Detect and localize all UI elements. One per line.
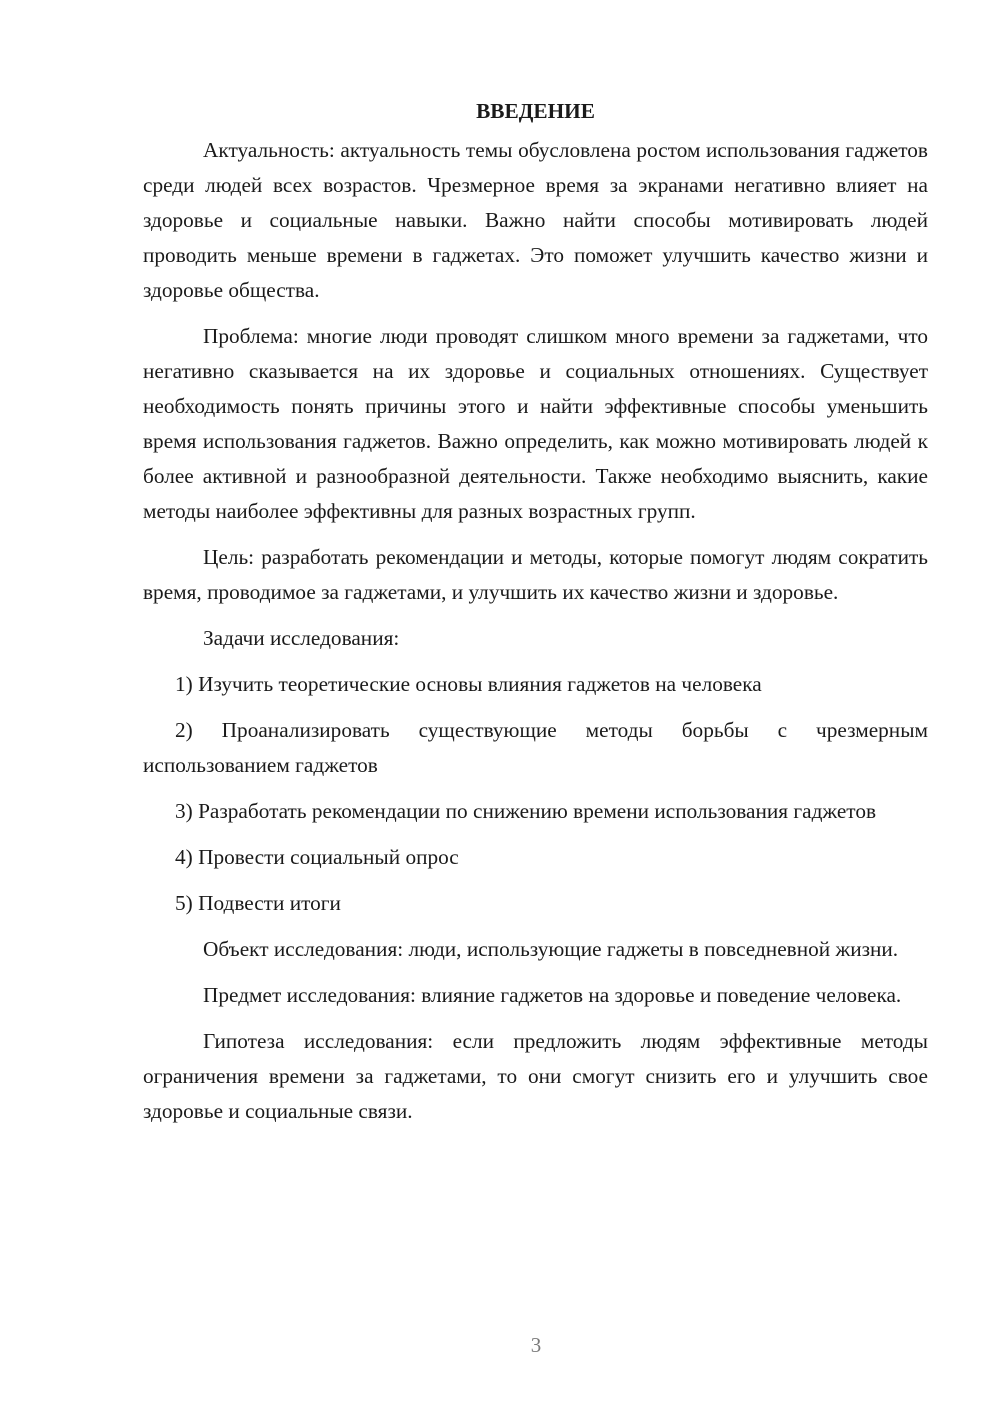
task-item-4: 4) Провести социальный опрос [175, 845, 459, 869]
page-content [143, 94, 928, 1140]
task-item-1: 1) Изучить теоретические основы влияния гаджетов на человека [175, 672, 762, 696]
section-title: ВВЕДЕНИЕ [476, 99, 595, 123]
page-number: 3 [530, 1333, 542, 1357]
task-item-2: 2) Проанализировать существующие методы борьбы с чрезмерным использованием гаджетов [143, 718, 928, 777]
problem-paragraph: Проблема: многие люди проводят слишком много времени за гаджетами, что негативно сказывается на их здоровье и социальных отношениях. Существует необходимость понять причины этого и найти эффективные способы уменьшить время использования гаджетов. Важно определить, как можно мотивировать людей к более активной и разнообразной деятельности. Также необходимо выяснить, какие методы наиболее эффективны для разных возрастных групп. [143, 324, 928, 523]
tasks-heading: Задачи исследования: [203, 626, 400, 650]
goal-paragraph: Цель: разработать рекомендации и методы, которые помогут людям сократить время, проводимое за гаджетами, и улучшить их качество жизни и здоровье. [143, 545, 928, 604]
hypothesis-paragraph: Гипотеза исследования: если предложить людям эффективные методы ограничения времени за гаджетами, то они смогут снизить его и улучшить свое здоровье и социальные связи. [143, 1029, 928, 1123]
object-paragraph: Объект исследования: люди, использующие гаджеты в повседневной жизни. [203, 937, 899, 961]
task-item-3: 3) Разработать рекомендации по снижению времени использования гаджетов [175, 799, 877, 823]
relevance-paragraph: Актуальность: актуальность темы обусловлена ростом использования гаджетов среди людей всех возрастов. Чрезмерное время за экранами негативно влияет на здоровье и социальные навыки. Важно найти способы мотивировать людей проводить меньше времени в гаджетах. Это поможет улучшить качество жизни и здоровье общества. [143, 138, 928, 302]
subject-paragraph: Предмет исследования: влияние гаджетов на здоровье и поведение человека. [203, 983, 902, 1007]
task-item-5: 5) Подвести итоги [175, 891, 341, 915]
